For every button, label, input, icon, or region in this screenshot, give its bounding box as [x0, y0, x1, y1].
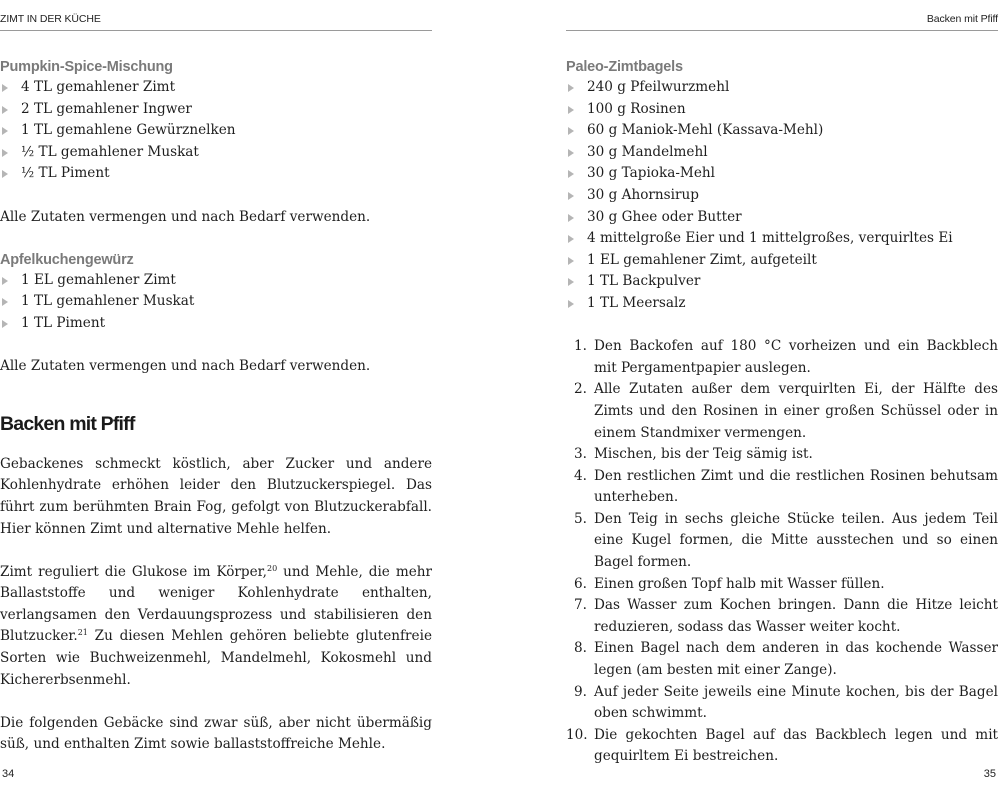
list-item	[566, 228, 998, 250]
list-item	[566, 207, 998, 229]
instruction-pumpkin-spice: Alle Zutaten vermengen und nach Bedarf verwenden.	[0, 208, 371, 225]
ingredient-text: ½ TL Piment	[21, 165, 110, 182]
list-item	[0, 270, 432, 292]
ingredient-text: 4 TL gemahlener Zimt	[21, 79, 176, 95]
running-head-left-text: ZIMT IN DER KÜCHE	[0, 13, 101, 25]
ingredient-text: ½ TL gemahlener Muskat	[21, 143, 199, 160]
list-item	[566, 185, 998, 207]
list-item	[566, 163, 998, 185]
bullet-triangle-icon	[2, 277, 8, 285]
footnote-ref[interactable]: 20	[267, 563, 278, 573]
ingredient-list-pumpkin-spice	[0, 77, 432, 185]
list-item	[0, 163, 432, 185]
step-text: Die gekochten Bagel auf das Backblech legen und mit gequirltem Ei bestreichen.	[594, 726, 998, 765]
page-number-left: 34	[2, 768, 15, 780]
left-page-content	[0, 57, 432, 756]
list-item	[566, 379, 998, 444]
ingredient-text: 1 EL gemahlener Zimt	[21, 271, 176, 288]
bullet-triangle-icon	[568, 300, 574, 308]
list-item	[566, 466, 998, 509]
recipe-title-pumpkin-spice: Pumpkin-Spice-Mischung	[0, 59, 173, 75]
page-number-right: 35	[983, 768, 996, 780]
body-paragraph-2	[0, 562, 432, 692]
step-number: 6.	[574, 575, 587, 592]
ingredient-list-bagels	[566, 77, 998, 315]
step-text: Mischen, bis der Teig sämig ist.	[594, 446, 813, 463]
bullet-triangle-icon	[2, 84, 8, 92]
bullet-triangle-icon	[568, 257, 574, 265]
list-item	[566, 77, 998, 99]
bullet-triangle-icon	[2, 127, 8, 135]
list-item	[566, 336, 998, 379]
step-text: Auf jeder Seite jeweils eine Minute kochen, bis der Bagel oben schwimmt.	[594, 683, 998, 722]
list-item	[566, 509, 998, 574]
step-number: 10.	[566, 726, 588, 743]
list-item	[566, 250, 998, 272]
running-head-right-text: Backen mit Pfiff	[926, 13, 998, 25]
step-number: 5.	[574, 510, 587, 527]
bullet-triangle-icon	[2, 298, 8, 306]
ingredient-text: 30 g Mandelmehl	[587, 143, 708, 160]
paragraph-text: Zu diesen Mehlen gehören beliebte glutenfreie Sorten wie Buchweizenmehl, Mandelmehl, Kokosmehl und Kichererbsenmehl.	[0, 628, 432, 688]
ingredient-text: 1 TL Meersalz	[587, 294, 686, 311]
recipe-title-apfelkuchengewuerz: Apfelkuchengewürz	[0, 251, 134, 268]
step-number: 3.	[574, 446, 587, 463]
step-number: 7.	[574, 597, 587, 614]
ingredient-list-apfelkuchengewuerz	[0, 270, 432, 335]
bullet-triangle-icon	[568, 192, 574, 200]
list-item	[566, 293, 998, 315]
right-page	[566, 0, 998, 800]
bullet-triangle-icon	[568, 170, 574, 178]
ingredient-text: 30 g Tapioka-Mehl	[587, 165, 715, 182]
ingredient-text: 30 g Ghee oder Butter	[587, 208, 742, 225]
section-title: Backen mit Pfiff	[0, 412, 135, 435]
list-item	[566, 725, 998, 768]
right-page-content	[566, 57, 998, 768]
bullet-triangle-icon	[568, 235, 574, 243]
ingredient-text: 2 TL gemahlener Ingwer	[21, 100, 192, 117]
bullet-triangle-icon	[2, 106, 8, 114]
bullet-triangle-icon	[2, 170, 8, 178]
bullet-triangle-icon	[568, 84, 574, 92]
bullet-triangle-icon	[568, 127, 574, 135]
running-head-left	[0, 12, 432, 31]
ingredient-text: 1 TL gemahlener Muskat	[21, 293, 195, 310]
step-number: 2.	[574, 381, 587, 398]
bullet-triangle-icon	[2, 320, 8, 328]
ingredient-text: 1 EL gemahlener Zimt, aufgeteilt	[587, 251, 817, 268]
ingredient-text: 30 g Ahornsirup	[587, 186, 699, 203]
list-item	[566, 99, 998, 121]
list-item	[566, 271, 998, 293]
ingredient-text: 4 mittelgroße Eier und 1 mittelgroßes, verquirltes Ei	[587, 230, 953, 247]
list-item	[0, 313, 432, 335]
bullet-triangle-icon	[568, 214, 574, 222]
step-text: Den restlichen Zimt und die restlichen Rosinen behutsam unterheben.	[594, 467, 998, 506]
paragraph-text: und Mehle, die mehr Ballaststoffe und weniger Kohlenhydrate enthalten, verlangsamen den Verdauungsprozess und stabilisieren den Blutzucker.	[0, 563, 433, 645]
step-text: Das Wasser zum Kochen bringen. Dann die Hitze leicht reduzieren, sodass das Wasser weiter kocht.	[594, 597, 998, 635]
recipe-title-paleo-zimtbagels: Paleo-Zimtbagels	[566, 59, 683, 75]
list-item	[0, 120, 432, 142]
list-item	[566, 595, 998, 638]
ingredient-text: 1 TL gemahlene Gewürznelken	[21, 122, 236, 139]
bullet-triangle-icon	[568, 106, 574, 114]
step-text: Einen großen Topf halb mit Wasser füllen.	[594, 575, 885, 592]
list-item	[566, 682, 998, 725]
ingredient-text: 100 g Rosinen	[587, 100, 686, 117]
step-text: Alle Zutaten außer dem verquirlten Ei, der Hälfte des Zimts und den Rosinen in einer großen Schüssel oder in einem Standmixer vermengen.	[594, 381, 998, 441]
bullet-triangle-icon	[2, 149, 8, 157]
list-item	[0, 77, 432, 99]
running-head-right	[566, 12, 998, 31]
paragraph-text: Zimt reguliert die Glukose im Körper,	[0, 563, 267, 580]
list-item	[566, 444, 998, 466]
footnote-ref[interactable]: 21	[77, 628, 88, 638]
list-item	[566, 638, 998, 681]
ingredient-text: 1 TL Backpulver	[587, 273, 701, 290]
ingredient-text: 240 g Pfeilwurzmehl	[587, 79, 730, 95]
left-page	[0, 0, 432, 800]
body-paragraph-3: Die folgenden Gebäcke sind zwar süß, aber nicht übermäßig süß, und enthalten Zimt sowie ballaststoffreiche Mehle.	[0, 714, 432, 753]
list-item	[0, 142, 432, 164]
ingredient-text: 60 g Maniok-Mehl (Kassava-Mehl)	[587, 122, 824, 139]
step-number: 1.	[574, 338, 587, 355]
body-paragraph-1: Gebackenes schmeckt köstlich, aber Zucker und andere Kohlenhydrate erhöhen leider den Blutzuckerspiegel. Das führt zum berühmten Brain Fog, gefolgt von Blutzuckerabfall. Hier können Zimt und alternative Mehle helfen.	[0, 455, 432, 537]
list-item	[566, 120, 998, 142]
step-text: Den Teig in sechs gleiche Stücke teilen. Aus jedem Teil eine Kugel formen, die Mitte ausstechen und so einen Bagel formen.	[594, 510, 998, 571]
instruction-apfelkuchengewuerz: Alle Zutaten vermengen und nach Bedarf verwenden.	[0, 358, 371, 375]
step-number: 8.	[574, 640, 587, 657]
list-item	[566, 574, 998, 596]
step-text: Einen Bagel nach dem anderen in das kochende Wasser legen (am besten mit einer Zange).	[594, 640, 998, 679]
list-item	[0, 99, 432, 121]
step-number: 9.	[574, 683, 587, 700]
list-item	[0, 291, 432, 313]
step-number: 4.	[574, 467, 587, 484]
bullet-triangle-icon	[568, 149, 574, 157]
list-item	[566, 142, 998, 164]
bullet-triangle-icon	[568, 278, 574, 286]
instruction-steps	[566, 336, 998, 768]
ingredient-text: 1 TL Piment	[21, 314, 106, 331]
step-text: Den Backofen auf 180 °C vorheizen und ein Backblech mit Pergamentpapier auslegen.	[594, 338, 998, 376]
